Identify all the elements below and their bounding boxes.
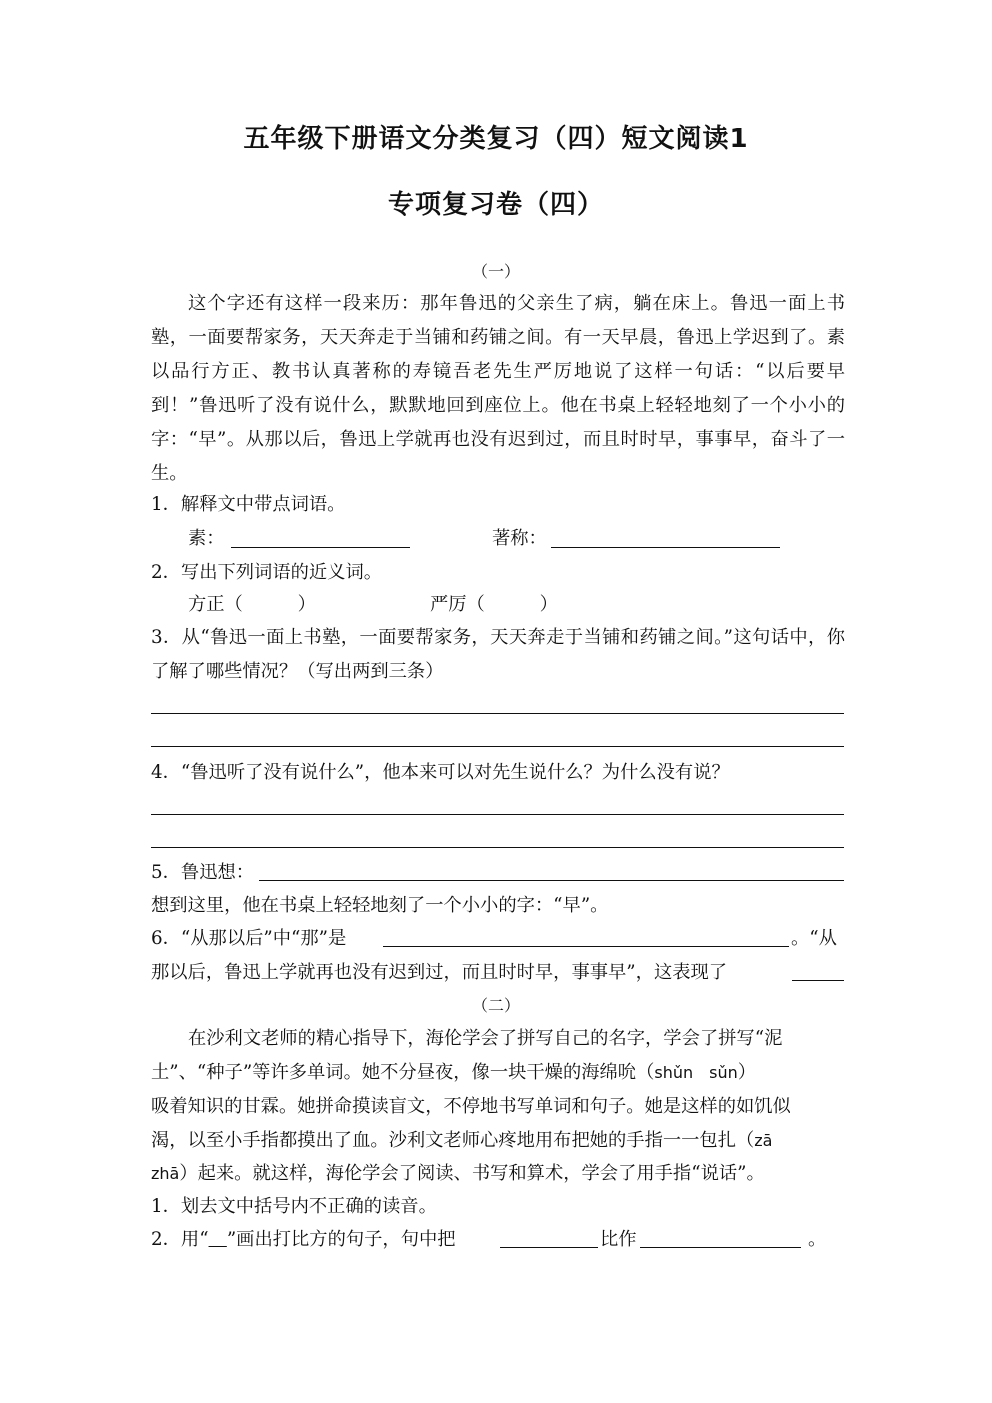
worksheet-subtitle: 专项复习卷（四） <box>387 190 604 220</box>
answer-line-q5[interactable] <box>259 880 844 881</box>
answer-line-q3-2[interactable] <box>151 746 844 747</box>
passage-2-line-4-text: 渴，以至小手指都摸出了血。沙利文老师心疼地用布把她的手指一一包扎（ <box>151 1130 755 1151</box>
answer-line-q4-1[interactable] <box>151 814 844 815</box>
q2-2-text-d: 。 <box>808 1229 827 1250</box>
answer-line-q3-1[interactable] <box>151 713 844 714</box>
question-1-6-start: 6．“从那以后”中“那”是 <box>151 928 347 949</box>
passage-2-line-5 <box>151 1157 765 1191</box>
passage-2-line-2-close: ） <box>737 1062 757 1083</box>
passage-2-line-5-text: ）起来。就这样，海伦学会了阅读、书写和算术，学会了用手指“说话”。 <box>179 1163 765 1184</box>
answer-blank-q1-a[interactable] <box>231 523 410 548</box>
q1-1-prompt-b: 著称： <box>492 528 547 549</box>
answer-line-q4-2[interactable] <box>151 847 844 848</box>
question-2-1: 1．划去文中括号内不正确的读音。 <box>151 1196 437 1217</box>
underline-marker-sample <box>209 1229 227 1250</box>
section-heading-2: （二） <box>471 996 520 1015</box>
worksheet-title: 五年级下册语文分类复习（四）短文阅读1 <box>243 124 749 154</box>
answer-line-q6-a[interactable] <box>383 946 789 947</box>
q1-2-word-a[interactable]: 方正（ ） <box>188 594 316 615</box>
passage-2-line-4 <box>151 1124 772 1158</box>
passage-2-line-3: 吸着知识的甘霖。她拼命摸读盲文，不停地书写单词和句子。她是这样的如饥似 <box>151 1096 791 1117</box>
question-1-3: 3．从“鲁迅一面上书塾，一面要帮家务，天天奔走于当铺和药铺之间。”这句话中，你了解了哪些情况？（写出两到三条） <box>151 627 845 682</box>
answer-blank-q2-2-a[interactable] <box>500 1247 598 1248</box>
question-1-2: 2．写出下列词语的近义词。 <box>151 562 383 583</box>
q2-2-text-b: ”画出打比方的句子，句中把 <box>226 1229 456 1250</box>
question-1-5: 5．鲁迅想： <box>151 862 255 883</box>
q5-continuation: 想到这里，他在书桌上轻轻地刻了一个小小的字：“早”。 <box>151 895 609 916</box>
section-heading-1: （一） <box>471 262 520 281</box>
answer-blank-q2-2-b[interactable] <box>640 1247 801 1248</box>
passage-2-line-1: 在沙利文老师的精心指导下，海伦学会了拼写自己的名字，学会了拼写“泥 <box>188 1028 783 1049</box>
pinyin-option-zha[interactable]: zhā <box>151 1164 180 1183</box>
q1-2-word-b[interactable]: 严厉（ ） <box>430 594 558 615</box>
answer-line-q6-b[interactable] <box>792 980 844 981</box>
q2-2-text-a: 2．用“ <box>151 1229 209 1250</box>
question-1-6-mid: 。“从 <box>791 928 837 949</box>
passage-2-line-2-text: 土”、“种子”等许多单词。她不分昼夜，像一块干燥的海绵吮（ <box>151 1062 655 1083</box>
question-1-4: 4．“鲁迅听了没有说什么”，他本来可以对先生说什么？为什么没有说？ <box>151 762 730 783</box>
question-2-2 <box>151 1223 456 1257</box>
pinyin-options-shun-sun[interactable]: shǔn sǔn <box>654 1063 738 1082</box>
question-1-1: 1．解释文中带点词语。 <box>151 494 346 515</box>
q2-2-text-c: 比作 <box>600 1229 637 1250</box>
answer-blank-q1-b[interactable] <box>551 523 780 548</box>
passage-1: 这个字还有这样一段来历：那年鲁迅的父亲生了病，躺在床上。鲁迅一面上书塾，一面要帮家务，天天奔走于当铺和药铺之间。有一天早晨，鲁迅上学迟到了。素以品行方正、教书认真著称的寿镜吾老先生严厉地说了这样一句话：“以后要早到！”鲁迅听了没有说什么，默默地回到座位上。他在书桌上轻轻地刻了一个小小的字：“早”。从那以后，鲁迅上学就再也没有迟到过，而且时时早，事事早，奋斗了一生。 <box>151 293 845 484</box>
passage-2-line-2 <box>151 1056 756 1090</box>
q1-1-prompt-a: 素： <box>188 528 225 549</box>
pinyin-option-za[interactable]: zā <box>754 1131 773 1150</box>
question-1-6-line2: 那以后，鲁迅上学就再也没有迟到过，而且时时早，事事早”，这表现了 <box>151 962 728 983</box>
